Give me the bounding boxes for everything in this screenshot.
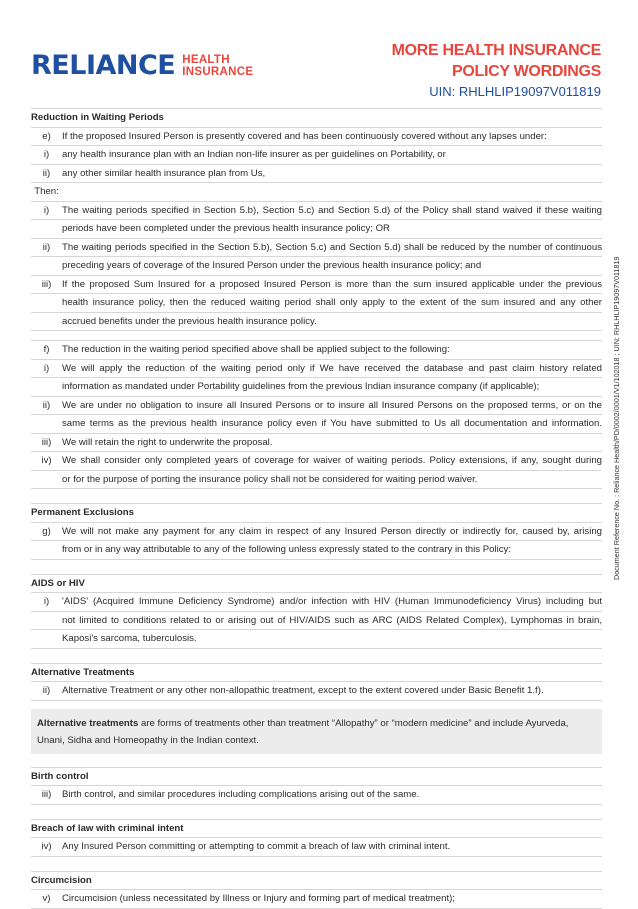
clause-text: The reduction in the waiting period specified above shall be applied subject to the following: — [62, 344, 450, 355]
clause-text: periods have been completed under the previous health insurance policy; OR — [62, 223, 390, 234]
clause-line — [31, 630, 602, 649]
clause-f-ii — [31, 397, 602, 416]
heading-alternative-treatments — [31, 664, 602, 683]
logo-sub-health: HEALTH — [182, 53, 230, 66]
spacer — [31, 331, 602, 341]
note-text: are forms of treatments other than treatment “Allopathy” or “modern medicine” and include Ayurveda, — [138, 717, 569, 729]
clause-birth-control — [31, 786, 602, 805]
clause-circumcision — [31, 890, 602, 909]
spacer — [31, 755, 602, 768]
clause-g — [31, 523, 602, 542]
clause-text: or for the purpose of porting the insurance policy shall not be considered for waiting period waiver. — [62, 473, 478, 485]
heading-text: Reduction in Waiting Periods — [31, 112, 164, 123]
clause-f — [31, 341, 602, 360]
clause-aids — [31, 593, 602, 612]
clause-f-i — [31, 360, 602, 379]
clause-text: We shall consider only completed years of coverage for waiver of waiting periods. Policy extensions, if any, sought during — [62, 455, 602, 466]
clause-text: The waiting periods specified in the Section 5.b), Section 5.c) and Section 5.d) shall be reduced by the number of continuous — [62, 241, 602, 253]
clause-e — [31, 128, 602, 147]
clause-line — [31, 612, 602, 631]
clause-then-iii — [31, 276, 602, 295]
clause-label: iii) — [41, 278, 52, 290]
clause-line — [31, 220, 602, 239]
clause-label: iii) — [41, 436, 52, 448]
doc-uin: UIN: RHLHLIP19097V011819 — [429, 84, 601, 99]
clause-label: iv) — [41, 455, 52, 466]
clause-label: g) — [42, 525, 51, 537]
clause-text: from or in any way attributable to any of the following unless expressly stated to the contrary in this Policy: — [62, 544, 511, 555]
clause-text: health insurance policy, then the reduced waiting period shall only apply to the extent of the sum insured and any other — [62, 297, 602, 308]
clause-text: Birth control, and similar procedures including complications arising out of the same. — [62, 789, 420, 800]
heading-reduction — [31, 108, 602, 128]
heading-breach-of-law — [31, 820, 602, 839]
clause-text: same terms as the previous health insurance policy even if You have submitted to Us all documentation and information. — [62, 418, 602, 429]
logo-sub-insurance: INSURANCE — [182, 65, 254, 78]
clause-text: If the proposed Sum Insured for a proposed Insured Person is more than the sum insured applicable under the previous — [62, 278, 602, 290]
policy-content — [31, 108, 602, 909]
clause-line — [31, 294, 602, 313]
document-header — [392, 40, 601, 101]
clause-label: e) — [42, 130, 51, 142]
clause-label: v) — [42, 893, 51, 904]
clause-text: 'AIDS' (Acquired Immune Deficiency Syndrome) and/or infection with HIV (Human Immunodeficiency Virus) including but — [62, 596, 602, 607]
clause-text: Alternative Treatment or any other non-allopathic treatment, except to the extent covered under Basic Benefit 1.f). — [62, 685, 544, 696]
spacer — [31, 805, 602, 820]
note-term: Alternative treatments — [37, 717, 139, 729]
heading-circumcision — [31, 872, 602, 891]
clause-label: ii) — [42, 685, 51, 696]
clause-label: ii) — [42, 399, 51, 411]
clause-text: The waiting periods specified in Section 5.b), Section 5.c) and Section 5.d) of the Policy shall stand waived if these waiting — [62, 204, 602, 216]
clause-text: information as mandated under Portability guidelines from the previous Indian insurance company (if applicable); — [62, 381, 540, 392]
clause-text: accrued benefits under the previous health insurance policy. — [62, 315, 317, 327]
clause-text: Kaposi's sarcoma, tuberculosis. — [62, 633, 197, 644]
then-label — [31, 183, 602, 202]
spacer — [31, 560, 602, 575]
doc-title-line1: MORE HEALTH INSURANCE — [391, 42, 601, 59]
clause-e-ii — [31, 165, 602, 184]
clause-label: i) — [43, 204, 50, 216]
clause-line — [31, 378, 602, 397]
clause-text: We will not make any payment for any claim in respect of any Insured Person directly or indirectly for, caused by, arising — [62, 525, 602, 537]
heading-permanent-exclusions — [31, 504, 602, 523]
clause-label: iii) — [41, 789, 52, 800]
spacer — [31, 701, 602, 709]
spacer — [31, 649, 602, 664]
clause-text: any health insurance plan with an Indian non-life insurer as per guidelines on Portability, or — [62, 149, 446, 160]
clause-alternative — [31, 682, 602, 701]
note-text: Unani, Sidha and Homeopathy in the Indian context. — [37, 735, 259, 746]
clause-then-ii — [31, 239, 602, 258]
heading-text: Circumcision — [31, 874, 92, 886]
clause-line — [31, 415, 602, 434]
spacer — [31, 857, 602, 872]
clause-text: We will apply the reduction of the waiting period only if We have received the database and past claim history related — [62, 362, 602, 374]
clause-line — [31, 257, 602, 276]
clause-label: i) — [43, 149, 50, 160]
clause-text: not limited to conditions related to or arising out of HIV/AIDS such as ARC (AIDS Related Complex), Lymphomas in brain, — [62, 614, 602, 626]
heading-text: Alternative Treatments — [31, 666, 135, 678]
clause-text: We will retain the right to underwrite the proposal. — [62, 436, 273, 448]
heading-text: Permanent Exclusions — [31, 507, 134, 518]
alternative-treatments-note — [31, 709, 602, 754]
heading-text: AIDS or HIV — [31, 577, 85, 589]
clause-label: iv) — [41, 841, 52, 852]
reliance-logo — [31, 52, 253, 79]
clause-line — [31, 541, 602, 560]
clause-label: ii) — [42, 241, 51, 253]
heading-text: Birth control — [31, 770, 89, 782]
logo-wordmark: RELIANCE — [31, 50, 176, 81]
clause-label: ii) — [42, 167, 51, 179]
side-reference: Document Reference No. : Reliance Health/PD/0002/0001/V1/102018 ; UIN: RHLHLIP19097V011819 — [612, 256, 621, 580]
doc-title-line2: POLICY WORDINGS — [452, 63, 601, 80]
heading-aids-hiv — [31, 575, 602, 594]
then-text: Then: — [34, 186, 59, 197]
clause-text: Any Insured Person committing or attempting to commit a breach of law with criminal intent. — [62, 841, 451, 852]
clause-then-i — [31, 202, 602, 221]
clause-line — [31, 313, 602, 332]
clause-label: f) — [43, 344, 50, 355]
clause-text: any other similar health insurance plan from Us, — [62, 167, 266, 179]
clause-e-i — [31, 146, 602, 165]
clause-f-iii — [31, 434, 602, 453]
clause-text: preceding years of coverage of the Insured Person under the previous health insurance policy; and — [62, 260, 482, 271]
clause-text: If the proposed Insured Person is presently covered and has been continuously covered without any lapses under: — [62, 130, 547, 142]
heading-text: Breach of law with criminal intent — [31, 822, 184, 834]
clause-label: i) — [43, 362, 50, 374]
clause-text: Circumcision (unless necessitated by Illness or Injury and forming part of medical treatment); — [62, 893, 455, 904]
spacer — [31, 489, 602, 504]
logo-subtitle — [182, 54, 253, 78]
clause-text: We are under no obligation to insure all Insured Persons or to insure all Insured Persons on the proposed terms, or on the — [62, 399, 602, 411]
clause-label: i) — [43, 596, 50, 607]
clause-breach — [31, 838, 602, 857]
heading-birth-control — [31, 768, 602, 787]
clause-line — [31, 471, 602, 490]
clause-f-iv — [31, 452, 602, 471]
